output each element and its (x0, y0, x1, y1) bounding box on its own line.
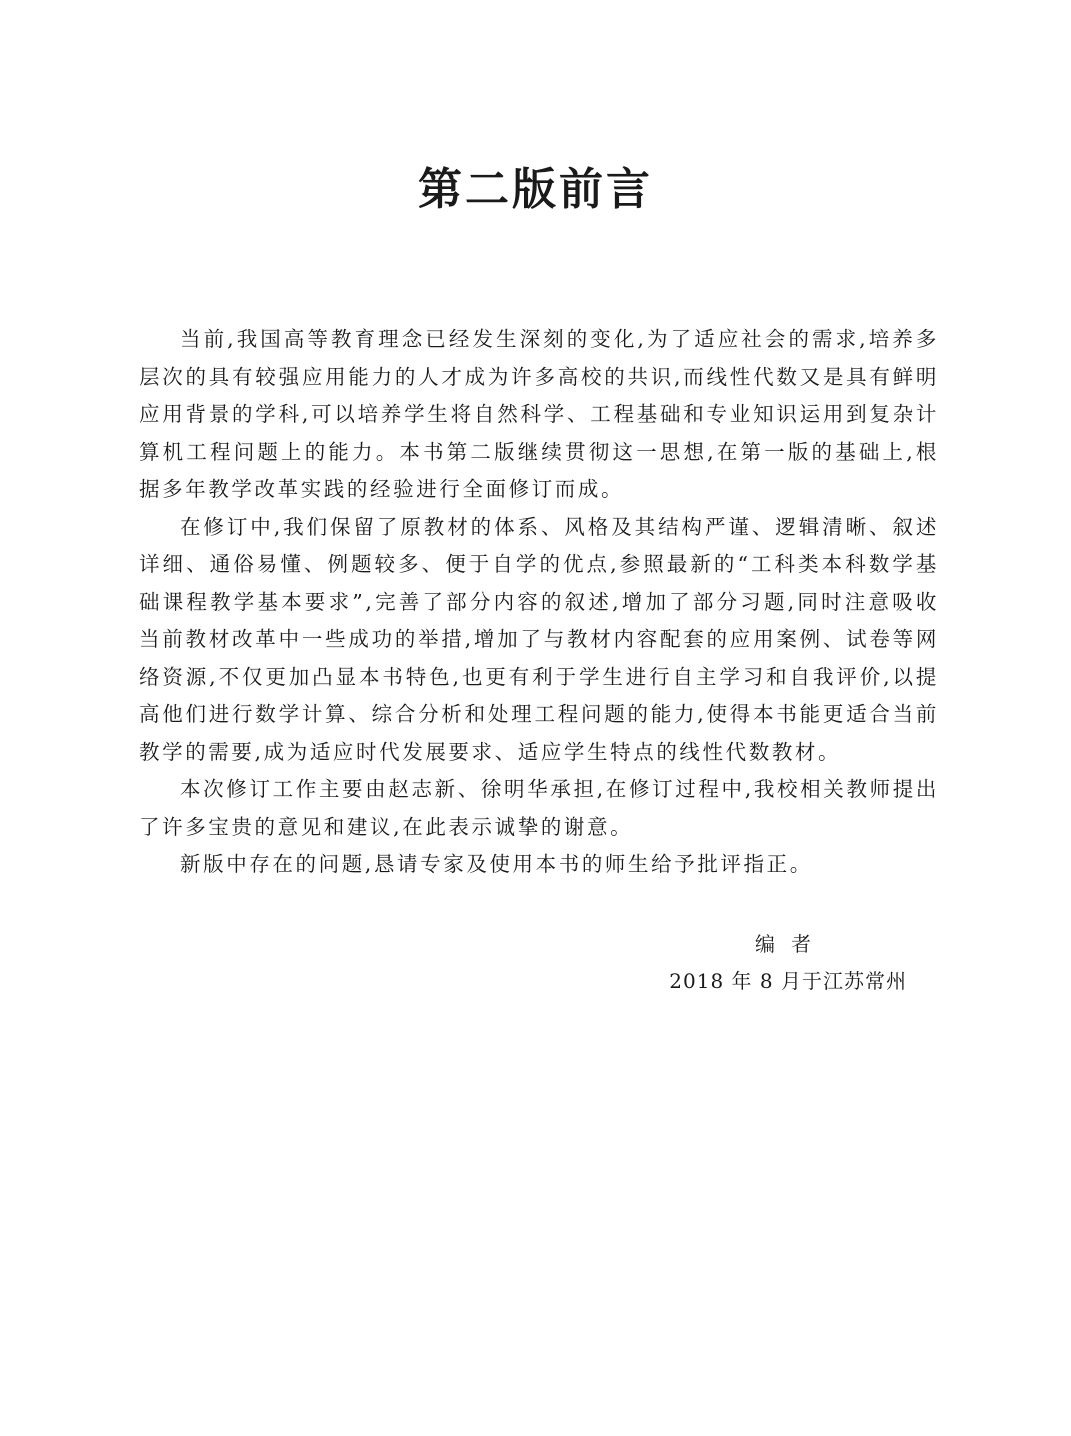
paragraph-4: 新版中存在的问题,恳请专家及使用本书的师生给予批评指正。 (180, 852, 813, 876)
signature-date-place: 2018 年 8 月于江苏常州 (669, 969, 907, 993)
preface-body (139, 321, 939, 884)
paragraph-3: 本次修订工作主要由赵志新、徐明华承担,在修订过程中,我校相关教师提出了许多宝贵的意见和建议,在此表示诚挚的谢意。 (139, 777, 939, 839)
paragraph-2: 在修订中,我们保留了原教材的体系、风格及其结构严谨、逻辑清晰、叙述详细、通俗易懂、例题较多、便于自学的优点,参照最新的“工科类本科数学基础课程教学基本要求”,完善了部分内容的叙述,增加了部分习题,同时注意吸收当前教材改革中一些成功的举措,增加了与教材内容配套的应用案例、试卷等网络资源,不仅更加凸显本书特色,也更有利于学生进行自主学习和自我评价,以提高他们进行数学计算、综合分析和处理工程问题的能力,使得本书能更适合当前教学的需要,成为适应时代发展要求、适应学生特点的线性代数教材。 (139, 514, 939, 764)
paragraph-1: 当前,我国高等教育理念已经发生深刻的变化,为了适应社会的需求,培养多层次的具有较强应用能力的人才成为许多高校的共识,而线性代数又是具有鲜明应用背景的学科,可以培养学生将自然科学、工程基础和专业知识运用到复杂计算机工程问题上的能力。本书第二版继续贯彻这一思想,在第一版的基础上,根据多年教学改革实践的经验进行全面修订而成。 (139, 327, 939, 501)
signature-block (669, 926, 907, 1000)
page-title: 第二版前言 (418, 164, 653, 215)
signature-editor: 编者 (755, 932, 827, 956)
